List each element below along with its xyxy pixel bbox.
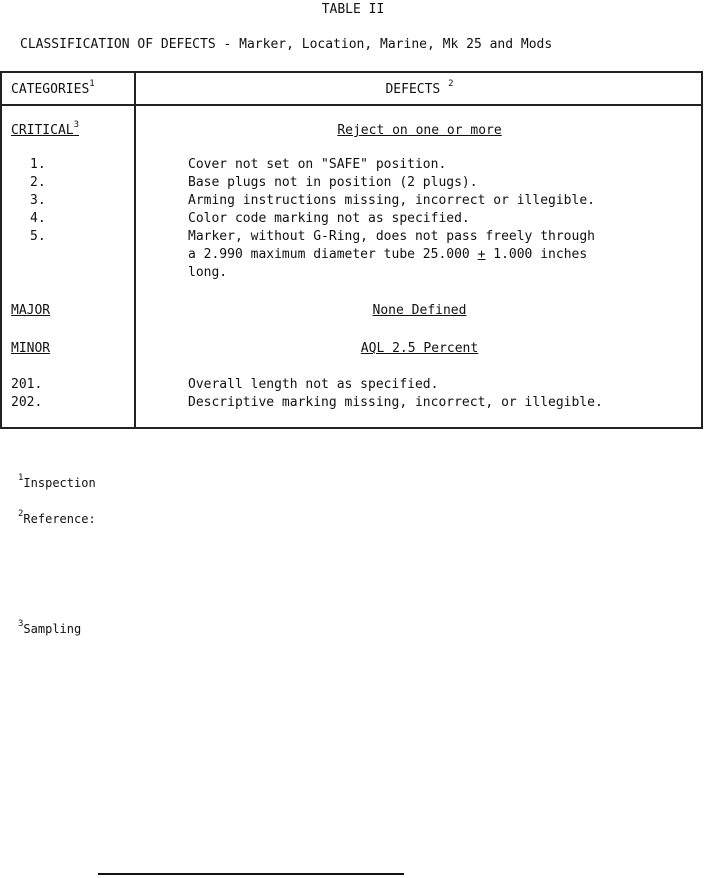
critical-item-num: 4. [30, 211, 46, 226]
critical-item-num: 2. [30, 175, 46, 190]
minor-rule [136, 341, 703, 356]
critical-item-num: 3. [30, 193, 46, 208]
minor-label: MINOR [11, 341, 51, 356]
critical-footnote-mark: 3 [73, 120, 80, 130]
critical-item-text: Base plugs not in position (2 plugs). [188, 175, 478, 190]
critical-item-text: Marker, without G-Ring, does not pass freely through [188, 229, 595, 244]
major-label: MAJOR [11, 303, 51, 318]
categories-footnote-mark: 1 [89, 79, 95, 89]
footnote-text: Inspection [23, 476, 96, 490]
minor-rule-text: AQL 2.5 Percent [360, 341, 479, 356]
footnote-mark: 1 [18, 473, 24, 483]
critical-item-text: Arming instructions missing, incorrect or illegible. [188, 193, 595, 208]
defects-table [0, 71, 703, 429]
critical-label [11, 120, 80, 138]
critical-item-text: Cover not set on "SAFE" position. [188, 157, 447, 172]
header-divider [2, 104, 701, 106]
defects-header-label: DEFECTS [385, 82, 441, 97]
categories-header-label: CATEGORIES [11, 82, 90, 97]
critical-item-continuation [188, 247, 587, 262]
footnote-sampling [18, 619, 82, 636]
footnote-inspection [18, 473, 96, 490]
footnote-text: Reference: [23, 512, 96, 526]
minor-item-text: Overall length not as specified. [188, 377, 439, 392]
footer-rule [98, 873, 404, 875]
critical-item-continuation: long. [188, 265, 228, 280]
critical-rule-text: Reject on one or more [337, 123, 502, 138]
footnote-mark: 3 [18, 619, 24, 629]
critical-item-text: Color code marking not as specified. [188, 211, 470, 226]
minor-item-num: 201. [11, 377, 43, 392]
critical-item-num: 5. [30, 229, 46, 244]
page-subtitle: CLASSIFICATION OF DEFECTS - Marker, Location, Marine, Mk 25 and Mods [20, 37, 553, 52]
major-rule-text: None Defined [372, 303, 467, 318]
minor-item-num: 202. [11, 395, 43, 410]
minor-item-text: Descriptive marking missing, incorrect, or illegible. [188, 395, 603, 410]
critical-item-num: 1. [30, 157, 46, 172]
item5-cont-b: 1.000 inches [485, 247, 588, 262]
major-rule [136, 303, 703, 318]
defects-header [136, 79, 703, 97]
critical-label-text: CRITICAL [11, 123, 74, 138]
footnote-mark: 2 [18, 509, 24, 519]
item5-cont-a: a 2.990 maximum diameter tube 25.000 [188, 247, 478, 262]
defects-footnote-mark: 2 [448, 79, 454, 89]
plus-minus-sign: + [477, 247, 486, 262]
categories-header [11, 79, 95, 97]
critical-rule [136, 123, 703, 138]
footnote-text: Sampling [23, 622, 82, 636]
page-title: TABLE II [321, 2, 385, 17]
footnote-reference [18, 509, 96, 526]
